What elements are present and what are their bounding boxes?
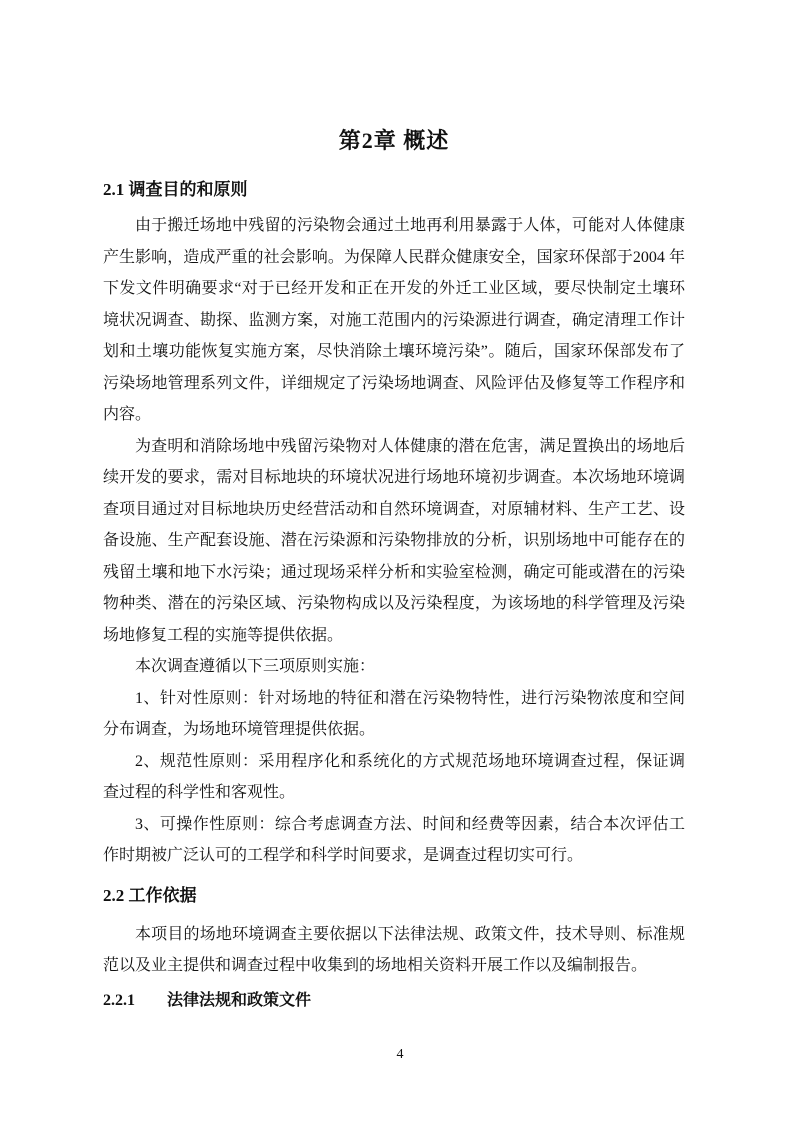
paragraph: 本次调查遵循以下三项原则实施： [135, 658, 376, 675]
section-heading-2-2: 2.2 工作依据 [103, 885, 197, 905]
page-number: 4 [396, 1047, 404, 1062]
section-2-1-body [103, 210, 685, 872]
paragraph: 由于搬迁场地中残留的污染物会通过土地再利用暴露于人体，可能对人体健康产生影响，造成严重的社会影响。为保障人民群众健康安全，国家环保部于2004 年下发文件明确要求“对于已经开发和正在开发的外迁工业区域，要尽快制定土壤环境状况调查、勘探、监测方案，对施工范围内的污染源进行调查，确定清理工作计划和土壤功能恢复实施方案，尽快消除土壤环境污染”。随后，国家环保部发布了污染场地管理系列文件，详细规定了污染场地调查、风险评估及修复等工作程序和内容。 [103, 217, 685, 423]
paragraph: 3、可操作性原则：综合考虑调查方法、时间和经费等因素，结合本次评估工作时期被广泛认可的工程学和科学时间要求，是调查过程切实可行。 [103, 815, 685, 864]
subsection-number: 2.2.1 [103, 991, 135, 1009]
paragraph: 1、针对性原则：针对场地的特征和潜在污染物特性，进行污染物浓度和空间分布调查，为场地环境管理提供依据。 [103, 689, 685, 738]
subsection-title: 法律法规和政策文件 [167, 991, 312, 1009]
paragraph: 本项目的场地环境调查主要依据以下法律法规、政策文件，技术导则、标准规范以及业主提供和调查过程中收集到的场地相关资料开展工作以及编制报告。 [103, 925, 685, 974]
paragraph: 2、规范性原则：采用程序化和系统化的方式规范场地环境调查过程，保证调查过程的科学性和客观性。 [103, 752, 685, 801]
chapter-title: 第2章 概述 [338, 128, 450, 153]
paragraph: 为查明和消除场地中残留污染物对人体健康的潜在危害，满足置换出的场地后续开发的要求，需对目标地块的环境状况进行场地环境初步调查。本次场地环境调查项目通过对目标地块历史经营活动和自然环境调查，对原辅材料、生产工艺、设备设施、生产配套设施、潜在污染源和污染物排放的分析，识别场地中可能存在的残留土壤和地下水污染；通过现场采样分析和实验室检测，确定可能或潜在的污染物种类、潜在的污染区域、污染物构成以及污染程度，为该场地的科学管理及污染场地修复工程的实施等提供依据。 [103, 437, 685, 644]
section-heading-2-1: 2.1 调查目的和原则 [103, 180, 248, 199]
section-2-2-body [103, 919, 685, 982]
subsection-heading-2-2-1 [103, 989, 685, 1013]
